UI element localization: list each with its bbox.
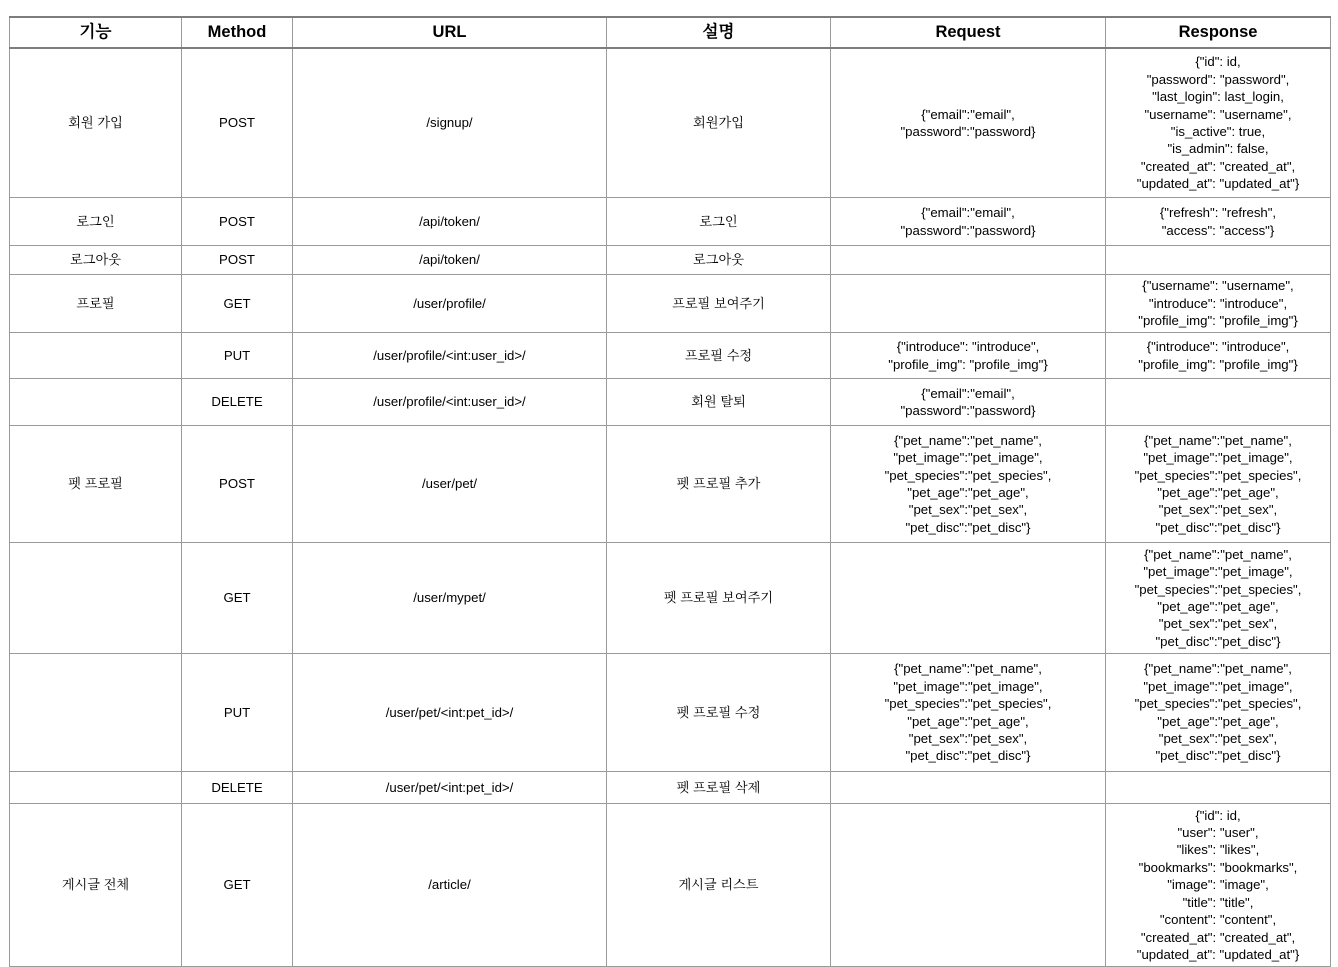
cell-method: PUT — [182, 654, 293, 772]
table-header — [10, 17, 1331, 48]
cell-function: 로그아웃 — [10, 246, 182, 275]
cell-response: {"username": "username", "introduce": "introduce", "profile_img": "profile_img"} — [1106, 275, 1331, 333]
cell-response: {"introduce": "introduce", "profile_img": "profile_img"} — [1106, 333, 1331, 379]
table-row — [10, 654, 1331, 772]
cell-url: /user/pet/<int:pet_id>/ — [293, 654, 607, 772]
table-row — [10, 275, 1331, 333]
cell-method: POST — [182, 48, 293, 198]
cell-request — [831, 804, 1106, 967]
cell-description: 로그인 — [607, 198, 831, 246]
cell-function: 펫 프로필 — [10, 426, 182, 543]
column-header-url: URL — [293, 17, 607, 48]
header-row — [10, 17, 1331, 48]
cell-request: {"email":"email", "password":"password} — [831, 48, 1106, 198]
table-row — [10, 772, 1331, 804]
cell-function — [10, 772, 182, 804]
cell-method: POST — [182, 426, 293, 543]
cell-method: GET — [182, 804, 293, 967]
cell-response: {"pet_name":"pet_name", "pet_image":"pet_image", "pet_species":"pet_species", "pet_age":"pet_age", "pet_sex":"pet_sex", "pet_disc":"pet_disc"} — [1106, 654, 1331, 772]
table-row — [10, 379, 1331, 426]
cell-url: /user/pet/ — [293, 426, 607, 543]
api-spec-table — [9, 16, 1331, 967]
cell-url: /api/token/ — [293, 198, 607, 246]
cell-request: {"pet_name":"pet_name", "pet_image":"pet_image", "pet_species":"pet_species", "pet_age":"pet_age", "pet_sex":"pet_sex", "pet_disc":"pet_disc"} — [831, 426, 1106, 543]
cell-response — [1106, 772, 1331, 804]
cell-url: /user/profile/<int:user_id>/ — [293, 333, 607, 379]
cell-method: DELETE — [182, 379, 293, 426]
cell-description: 펫 프로필 삭제 — [607, 772, 831, 804]
cell-description: 펫 프로필 수정 — [607, 654, 831, 772]
cell-response: {"pet_name":"pet_name", "pet_image":"pet_image", "pet_species":"pet_species", "pet_age":"pet_age", "pet_sex":"pet_sex", "pet_disc":"pet_disc"} — [1106, 543, 1331, 654]
cell-request — [831, 772, 1106, 804]
column-header-function: 기능 — [10, 17, 182, 48]
table-body — [10, 48, 1331, 967]
cell-url: /article/ — [293, 804, 607, 967]
cell-function — [10, 333, 182, 379]
table-row — [10, 246, 1331, 275]
cell-request — [831, 275, 1106, 333]
cell-description: 프로필 수정 — [607, 333, 831, 379]
cell-function — [10, 543, 182, 654]
column-header-request: Request — [831, 17, 1106, 48]
cell-request: {"email":"email", "password":"password} — [831, 198, 1106, 246]
cell-method: DELETE — [182, 772, 293, 804]
cell-url: /user/profile/ — [293, 275, 607, 333]
cell-description: 로그아웃 — [607, 246, 831, 275]
cell-function — [10, 379, 182, 426]
cell-request — [831, 543, 1106, 654]
cell-response: {"refresh": "refresh", "access": "access"} — [1106, 198, 1331, 246]
cell-method: PUT — [182, 333, 293, 379]
cell-url: /api/token/ — [293, 246, 607, 275]
cell-description: 펫 프로필 추가 — [607, 426, 831, 543]
cell-response: {"pet_name":"pet_name", "pet_image":"pet_image", "pet_species":"pet_species", "pet_age":"pet_age", "pet_sex":"pet_sex", "pet_disc":"pet_disc"} — [1106, 426, 1331, 543]
table-row — [10, 198, 1331, 246]
cell-method: GET — [182, 543, 293, 654]
cell-description: 프로필 보여주기 — [607, 275, 831, 333]
table-row — [10, 543, 1331, 654]
cell-response: {"id": id, "user": "user", "likes": "likes", "bookmarks": "bookmarks", "image": "image", "title": "title", "content": "content", "created_at": "created_at", "updated_at": "updated_at"} — [1106, 804, 1331, 967]
table-row — [10, 333, 1331, 379]
cell-request: {"introduce": "introduce", "profile_img": "profile_img"} — [831, 333, 1106, 379]
cell-method: POST — [182, 246, 293, 275]
column-header-response: Response — [1106, 17, 1331, 48]
cell-function: 프로필 — [10, 275, 182, 333]
cell-response: {"id": id, "password": "password", "last_login": last_login, "username": "username", "is_active": true, "is_admin": false, "created_at": "created_at", "updated_at": "updated_at"} — [1106, 48, 1331, 198]
cell-function — [10, 654, 182, 772]
cell-url: /user/pet/<int:pet_id>/ — [293, 772, 607, 804]
cell-description: 회원가입 — [607, 48, 831, 198]
cell-function: 회원 가입 — [10, 48, 182, 198]
cell-response — [1106, 246, 1331, 275]
column-header-description: 설명 — [607, 17, 831, 48]
table-row — [10, 426, 1331, 543]
cell-description: 펫 프로필 보여주기 — [607, 543, 831, 654]
column-header-method: Method — [182, 17, 293, 48]
cell-method: POST — [182, 198, 293, 246]
cell-request — [831, 246, 1106, 275]
cell-url: /user/profile/<int:user_id>/ — [293, 379, 607, 426]
cell-method: GET — [182, 275, 293, 333]
cell-url: /user/mypet/ — [293, 543, 607, 654]
cell-function: 로그인 — [10, 198, 182, 246]
cell-function: 게시글 전체 — [10, 804, 182, 967]
cell-description: 게시글 리스트 — [607, 804, 831, 967]
cell-request: {"pet_name":"pet_name", "pet_image":"pet_image", "pet_species":"pet_species", "pet_age":"pet_age", "pet_sex":"pet_sex", "pet_disc":"pet_disc"} — [831, 654, 1106, 772]
api-spec-table-container — [9, 16, 1330, 967]
cell-request: {"email":"email", "password":"password} — [831, 379, 1106, 426]
cell-url: /signup/ — [293, 48, 607, 198]
cell-description: 회원 탈퇴 — [607, 379, 831, 426]
cell-response — [1106, 379, 1331, 426]
table-row — [10, 48, 1331, 198]
table-row — [10, 804, 1331, 967]
